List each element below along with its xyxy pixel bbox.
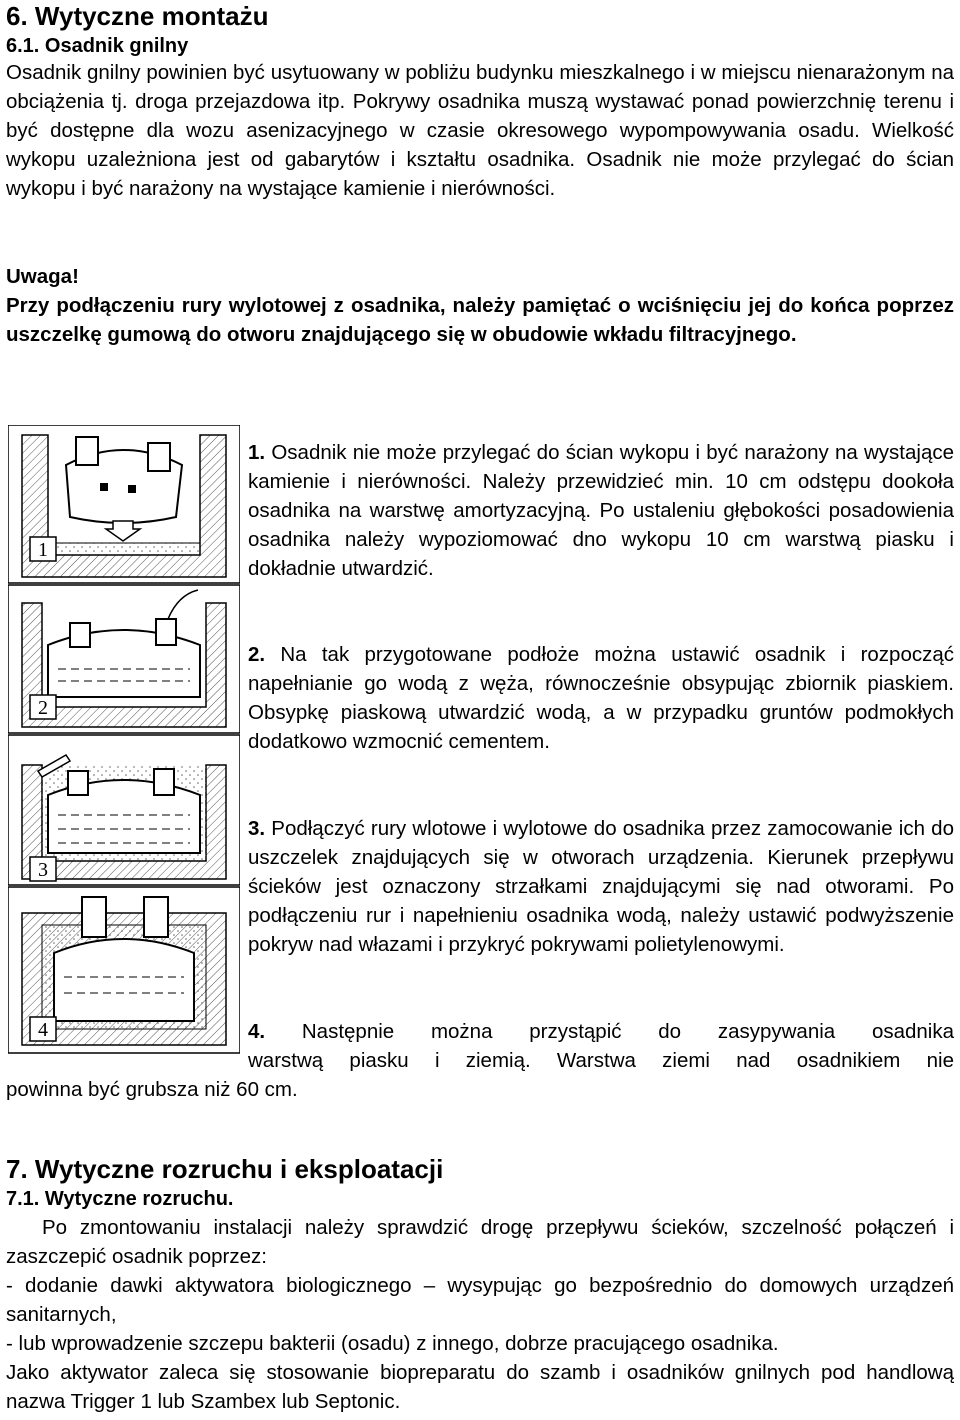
step-3-label: 3: [38, 859, 48, 881]
step-1-number: 1.: [248, 441, 266, 464]
section-7-list-item-1: - dodanie dawki aktywatora biologicznego – wysypując go bezpośrednio do domowych urządzeń sanitarnych,: [6, 1274, 954, 1326]
warning-title: Uwaga!: [6, 265, 79, 288]
step-2-text: [248, 640, 954, 756]
step-4-line-1: [248, 1017, 954, 1046]
installation-steps-illustration: [8, 425, 240, 1057]
step-1-text: [248, 438, 954, 583]
step-4-line-2: warstwą piasku i ziemią. Warstwa ziemi nad osadnikiem nie: [248, 1049, 954, 1072]
step-2-body: Na tak przygotowane podłoże można ustawić osadnik i rozpocząć napełnianie go wodą z węża, równocześnie obsypując zbiornik piaskiem. Obsypkę piaskową utwardzić wodą, a w przypadku gruntów podmokłych dodatkowo wzmocnić cementem.: [248, 643, 954, 753]
section-7-paragraph-1: Po zmontowaniu instalacji należy sprawdzić drogę przepływu ścieków, szczelność połączeń i zaszczepić osadnik poprzez:: [6, 1216, 954, 1268]
section-7-list-item-2: - lub wprowadzenie szczepu bakterii (osadu) z innego, dobrze pracującego osadnika.: [6, 1332, 779, 1355]
section-6-title: 6. Wytyczne montażu: [6, 1, 269, 31]
step-4-line-3: powinna być grubsza niż 60 cm.: [6, 1078, 298, 1101]
step-1-label: 1: [38, 539, 48, 561]
section-7-1-title: 7.1. Wytyczne rozruchu.: [6, 1188, 234, 1210]
warning-text: Przy podłączeniu rury wylotowej z osadnika, należy pamiętać o wciśnięciu jej do końca poprzez uszczelkę gumową do otworu znajdującego się w obudowie wkładu filtracyjnego.: [6, 294, 954, 346]
step-2-label: 2: [38, 697, 48, 719]
step-1-body: Osadnik nie może przylegać do ścian wykopu i być narażony na wystające kamienie i nierówności. Należy przewidzieć min. 10 cm odstępu dookoła osadnika na warstwę amortyzacyjną. Po ustaleniu głębokości posadowienia osadnika należy wypoziomować dno wykopu 10 cm warstwą piasku i dokładnie utwardzić.: [248, 441, 954, 580]
section-7-paragraph-2: Jako aktywator zaleca się stosowanie biopreparatu do szamb i osadników gnilnych pod handlową nazwa Trigger 1 lub Szambex lub Septonic.: [6, 1361, 954, 1413]
step-3-number: 3.: [248, 817, 266, 840]
section-6-1-title: 6.1. Osadnik gnilny: [6, 35, 189, 57]
step-3-text: [248, 814, 954, 959]
section-7-title: 7. Wytyczne rozruchu i eksploatacji: [6, 1154, 444, 1184]
step-4-label: 4: [38, 1019, 48, 1041]
step-4-number: 4.: [248, 1020, 266, 1043]
step-4-body-1: Następnie można przystąpić do zasypywania osadnika: [301, 1020, 954, 1043]
step-2-number: 2.: [248, 643, 266, 666]
step-3-body: Podłączyć rury wlotowe i wylotowe do osadnika przez zamocowanie ich do uszczelek znajdujących się w otworach urządzenia. Kierunek przepływu ścieków jest oznaczony strzałkami znajdującymi się nad otworami. Po podłączeniu rur i napełnieniu osadnika wodą, należy ustawić podwyższenie pokryw nad włazami i przykryć pokrywami polietylenowymi.: [248, 817, 954, 956]
intro-paragraph: Osadnik gnilny powinien być usytuowany w pobliżu budynku mieszkalnego i w miejscu nienarażonym na obciążenia tj. droga przejazdowa itp. Pokrywy osadnika muszą wystawać ponad powierzchnię terenu i być dostępne dla wozu asenizacyjnego w czasie okresowego wypompowywania osadu. Wielkość wykopu uzależniona jest od gabarytów i kształtu osadnika. Osadnik nie może przylegać do ścian wykopu i być narażony na wystające kamienie i nierówności.: [6, 61, 954, 200]
